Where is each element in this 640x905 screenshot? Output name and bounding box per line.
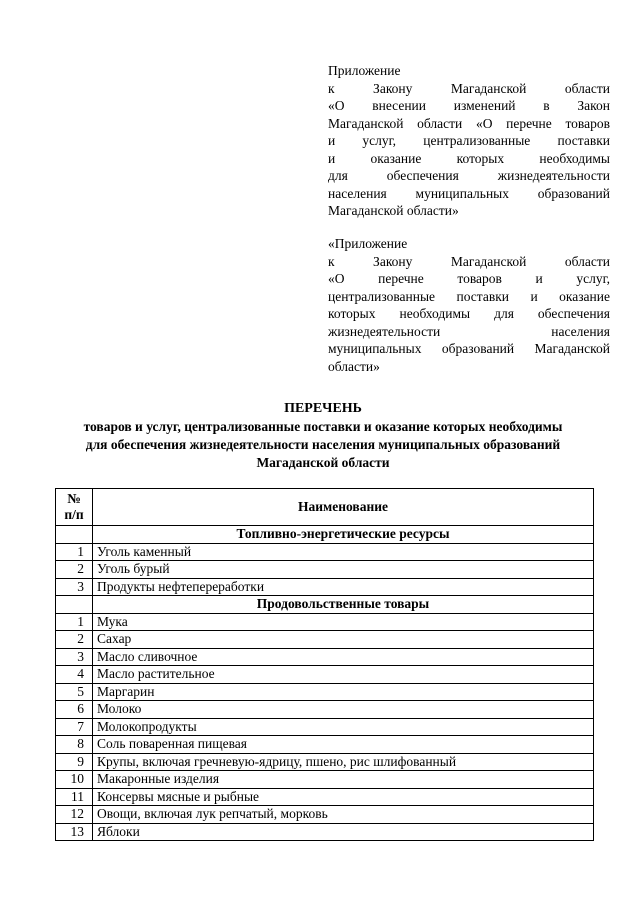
- annex-line: Магаданской области»: [328, 203, 459, 218]
- column-header-number: № п/п: [56, 489, 93, 526]
- table-row: [56, 771, 594, 789]
- annex-line: «О внесении изменений в Закон: [328, 98, 610, 113]
- table-row: [56, 561, 594, 579]
- annex-line: Приложение: [328, 63, 401, 78]
- row-name: Сахар: [93, 631, 594, 649]
- annex-line: и услуг, централизованные поставки: [328, 133, 610, 148]
- table-row: [56, 806, 594, 824]
- row-number: 2: [56, 631, 93, 649]
- table-row: [56, 648, 594, 666]
- row-name: Продукты нефтепереработки: [93, 578, 594, 596]
- section-number-cell: [56, 596, 93, 614]
- row-number: 7: [56, 718, 93, 736]
- annex-line: муниципальных образований Магаданской: [328, 341, 610, 356]
- title-heading: ПЕРЕЧЕНЬ: [284, 401, 362, 416]
- row-name: Масло растительное: [93, 666, 594, 684]
- row-number: 1: [56, 613, 93, 631]
- table-row: [56, 578, 594, 596]
- annex-line: к Закону Магаданской области: [328, 80, 610, 96]
- annex-line: жизнедеятельности населения: [328, 323, 610, 339]
- row-name: Маргарин: [93, 683, 594, 701]
- annex-line: области»: [328, 358, 380, 374]
- row-name: Молоко: [93, 701, 594, 719]
- annex-note-2: [328, 235, 610, 375]
- table-row: [56, 753, 594, 771]
- row-number: 8: [56, 736, 93, 754]
- table-row: [56, 788, 594, 806]
- table-row: [56, 613, 594, 631]
- table-body: [56, 526, 594, 841]
- table-row: [56, 701, 594, 719]
- row-number: 12: [56, 806, 93, 824]
- row-number: 4: [56, 666, 93, 684]
- section-row: [56, 596, 594, 614]
- row-number: 3: [56, 578, 93, 596]
- document-title: [40, 400, 606, 472]
- table-row: [56, 631, 594, 649]
- row-number: 5: [56, 683, 93, 701]
- annex-line: которых необходимы для обеспечения: [328, 306, 610, 321]
- row-name: Консервы мясные и рыбные: [93, 788, 594, 806]
- goods-table: [55, 488, 594, 841]
- annex-line: населения муниципальных образований: [328, 185, 610, 201]
- row-number: 6: [56, 701, 93, 719]
- annex-line: и оказание которых необходимы: [328, 150, 610, 166]
- row-name: Уголь бурый: [93, 561, 594, 579]
- row-name: Мука: [93, 613, 594, 631]
- section-title: Продовольственные товары: [93, 596, 594, 614]
- section-number-cell: [56, 526, 93, 544]
- title-subtitle-line: Магаданской области: [256, 455, 390, 470]
- annex-line: «Приложение: [328, 236, 408, 251]
- table-row: [56, 736, 594, 754]
- title-subtitle-line: для обеспечения жизнедеятельности населения муниципальных образований: [85, 437, 561, 452]
- annex-note-1: [328, 62, 610, 220]
- row-number: 13: [56, 823, 93, 841]
- section-title: Топливно-энергетические ресурсы: [93, 526, 594, 544]
- row-number: 11: [56, 788, 93, 806]
- annex-line: для обеспечения жизнедеятельности: [328, 168, 610, 183]
- title-subtitle-line: товаров и услуг, централизованные поставки и оказание которых необходимы: [83, 419, 563, 434]
- row-number: 2: [56, 561, 93, 579]
- annex-line: Магаданской области «О перечне товаров: [328, 115, 610, 131]
- annex-line: «О перечне товаров и услуг,: [328, 271, 610, 286]
- table-row: [56, 666, 594, 684]
- table-row: [56, 823, 594, 841]
- row-number: 9: [56, 753, 93, 771]
- row-name: Яблоки: [93, 823, 594, 841]
- annex-line: к Закону Магаданской области: [328, 253, 610, 269]
- annex-line: централизованные поставки и оказание: [328, 288, 610, 304]
- row-name: Макаронные изделия: [93, 771, 594, 789]
- table-row: [56, 683, 594, 701]
- row-number: 10: [56, 771, 93, 789]
- column-header-name: Наименование: [93, 489, 594, 526]
- row-name: Уголь каменный: [93, 543, 594, 561]
- row-name: Молокопродукты: [93, 718, 594, 736]
- table-row: [56, 543, 594, 561]
- row-name: Соль поваренная пищевая: [93, 736, 594, 754]
- section-row: [56, 526, 594, 544]
- row-name: Овощи, включая лук репчатый, морковь: [93, 806, 594, 824]
- row-name: Масло сливочное: [93, 648, 594, 666]
- row-number: 1: [56, 543, 93, 561]
- table-header-row: [56, 489, 594, 526]
- row-name: Крупы, включая гречневую-ядрицу, пшено, рис шлифованный: [93, 753, 594, 771]
- row-number: 3: [56, 648, 93, 666]
- table-row: [56, 718, 594, 736]
